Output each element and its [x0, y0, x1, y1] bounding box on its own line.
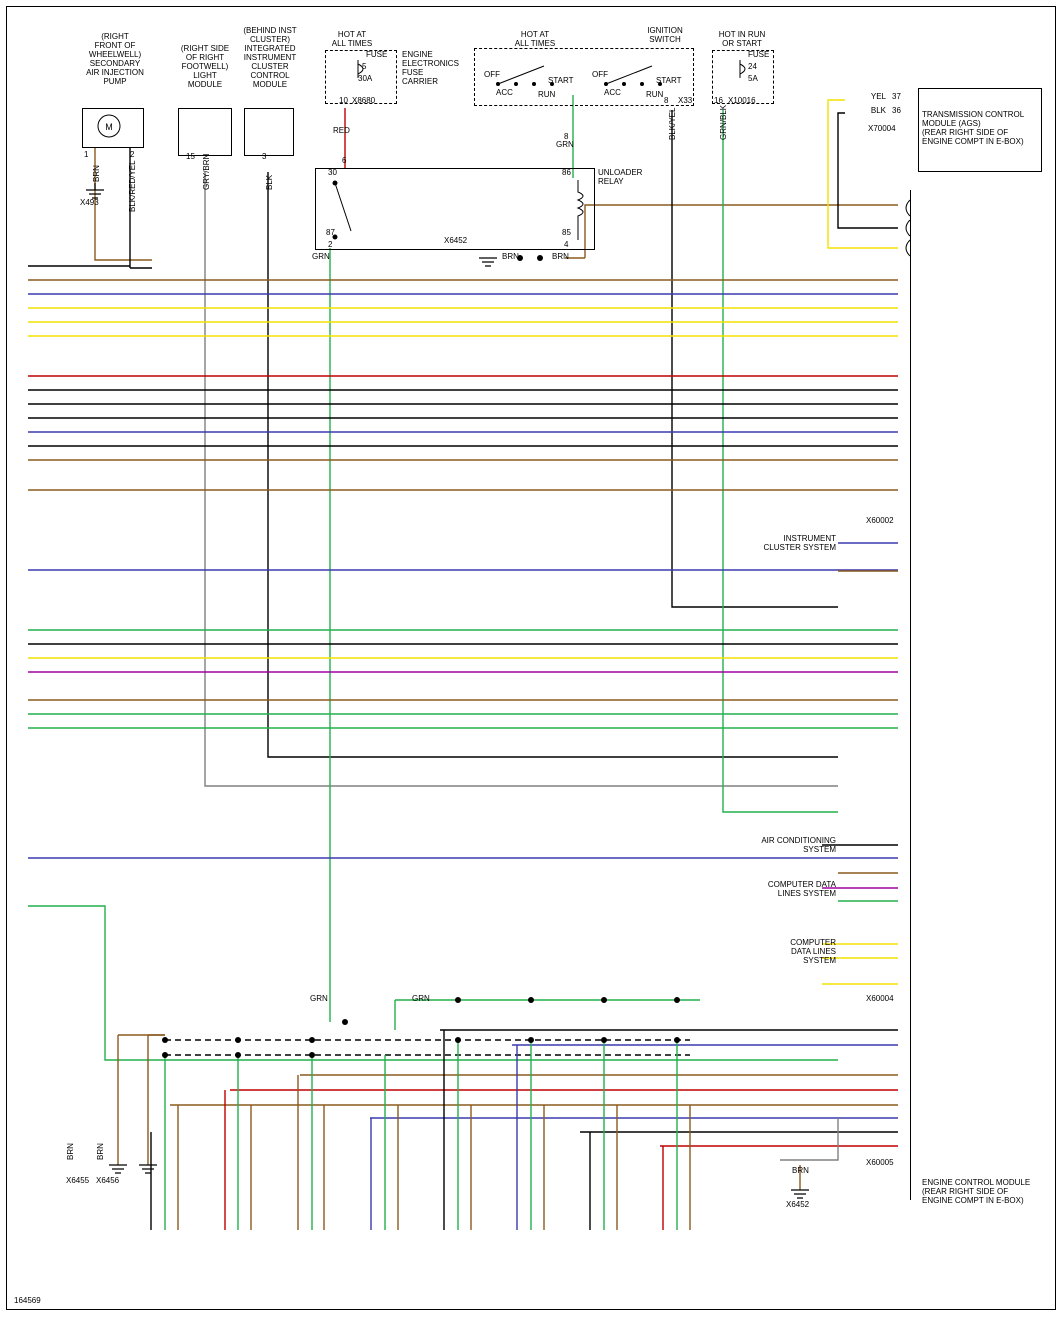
light-module-pin: 15: [186, 152, 195, 161]
ign-pin-8: 8: [664, 96, 669, 105]
ign-off-1: OFF: [484, 70, 500, 79]
blk-yel-vert: BLK/YEL: [668, 107, 677, 140]
svg-text:M: M: [105, 122, 113, 132]
brn-pump-vert: BRN: [92, 165, 101, 182]
ign-off-2: OFF: [592, 70, 608, 79]
ac-system-source: AIR CONDITIONING SYSTEM: [761, 836, 836, 854]
gry-brn-vert: GRY/BRN: [202, 153, 211, 190]
brn-relay-out: BRN: [552, 252, 569, 261]
fuse24-label: FUSE: [748, 50, 770, 59]
relay-pin-85: 85: [562, 228, 571, 237]
relay-term-4: 4: [564, 240, 569, 249]
tcm-pin-36: 36: [892, 106, 901, 115]
tcm-wire-yel: YEL: [870, 92, 886, 101]
relay-term-8: 8: [564, 132, 569, 141]
ignition-switch-title: IGNITION SWITCH: [647, 26, 683, 44]
fuse24-connector: X10016: [728, 96, 756, 105]
relay-pin-87: 87: [326, 228, 335, 237]
fuse-carrier-title: ENGINE ELECTRONICS FUSE CARRIER: [402, 50, 459, 86]
ign-connector-x33: X33: [678, 96, 693, 105]
relay-pin-86: 86: [562, 168, 571, 177]
pump-pin-1: 1: [84, 150, 89, 159]
ecm-box: [910, 190, 1042, 1200]
air-pump-title: (RIGHT FRONT OF WHEELWELL) SECONDARY AIR INJECTION PUMP: [86, 32, 144, 86]
brn-splice-label: BRN: [502, 252, 519, 261]
run-start-hot-label: HOT IN RUN OR START: [718, 30, 766, 48]
computer-data-lines-source: COMPUTER DATA LINES SYSTEM: [767, 880, 836, 898]
cluster-module-pin: 3: [262, 152, 267, 161]
relay-coil-symbol: [570, 180, 600, 240]
ign-start-1: START: [548, 76, 574, 85]
blk-cluster-vert: BLK: [265, 174, 274, 190]
unloader-relay-label: UNLOADER RELAY: [598, 168, 643, 186]
ecm-connector-60004: X60004: [866, 994, 894, 1003]
instrument-cluster-source: INSTRUMENT CLUSTER SYSTEM: [763, 534, 836, 552]
ign-run-2: RUN: [646, 90, 664, 99]
ign-acc-2: ACC: [604, 88, 621, 97]
motor-symbol: [95, 112, 135, 152]
relay-term-2: 2: [328, 240, 333, 249]
grn-bus-label-2: GRN: [412, 994, 430, 1003]
red-wire-label: RED: [333, 126, 350, 135]
ecm-connector-60005: X60005: [866, 1158, 894, 1167]
light-module-box: [178, 108, 232, 156]
fuse24-number: 24: [748, 62, 757, 71]
fuse24-pin: 16: [714, 96, 723, 105]
fuse-carrier-hot-label: HOT AT ALL TIMES: [331, 30, 373, 48]
splice-x6452-top: X6452: [444, 236, 468, 245]
tcm-wire-blk: BLK: [870, 106, 886, 115]
sheet-id-number: 164569: [14, 1296, 41, 1305]
ground-x493: X493: [80, 198, 99, 207]
ground-x6456: X6456: [96, 1176, 120, 1185]
fuse5-rating: 30A: [358, 74, 373, 83]
relay-pin-30: 30: [328, 168, 337, 177]
fuse-carrier-pin: 10: [339, 96, 348, 105]
blk-red-yel-vert: BLK/RED/YEL: [128, 160, 137, 212]
fuse24-rating: 5A: [748, 74, 758, 83]
ground-x6452-bottom: X6452: [786, 1200, 810, 1209]
ignition-hot-label: HOT AT ALL TIMES: [514, 30, 556, 48]
brn-bottom-label: BRN: [792, 1166, 809, 1175]
fuse5-number: 5: [362, 62, 367, 71]
ecm-connector-brackets: [898, 195, 918, 1205]
grn-bus-label-1: GRN: [310, 994, 328, 1003]
ign-start-2: START: [656, 76, 682, 85]
grn-label-top: GRN: [556, 140, 574, 149]
cluster-module-title: (BEHIND INST CLUSTER) INTEGRATED INSTRUMENT CLUSTER CONTROL MODULE: [243, 26, 297, 89]
pump-pin-2: 2: [130, 150, 135, 159]
ground-x6455: X6455: [66, 1176, 90, 1185]
fuse-carrier-connector: X8680: [352, 96, 376, 105]
ecm-connector-60002: X60002: [866, 516, 894, 525]
ign-acc-1: ACC: [496, 88, 513, 97]
ign-run-1: RUN: [538, 90, 556, 99]
relay-term-6: 6: [342, 156, 347, 165]
brn-x6455-vert: BRN: [66, 1143, 75, 1160]
tcm-title: TRANSMISSION CONTROL MODULE (AGS) (REAR RIGHT SIDE OF ENGINE COMPT IN E-BOX): [922, 110, 1025, 146]
tcm-pin-37: 37: [892, 92, 901, 101]
brn-x6456-vert: BRN: [96, 1143, 105, 1160]
grn-relay-out: GRN: [312, 252, 330, 261]
tcm-connector: X70004: [868, 124, 896, 133]
computer-data-lines-source-2: COMPUTER DATA LINES SYSTEM: [790, 938, 836, 965]
fuse5-label: FUSE: [366, 50, 388, 59]
cluster-control-module-box: [244, 108, 294, 156]
ecm-title: ENGINE CONTROL MODULE (REAR RIGHT SIDE OF ENGINE COMPT IN E-BOX): [922, 1178, 1031, 1205]
grn-blk-vert: GRN/BLK: [719, 104, 728, 140]
light-module-title: (RIGHT SIDE OF RIGHT FOOTWELL) LIGHT MODULE: [180, 44, 230, 89]
